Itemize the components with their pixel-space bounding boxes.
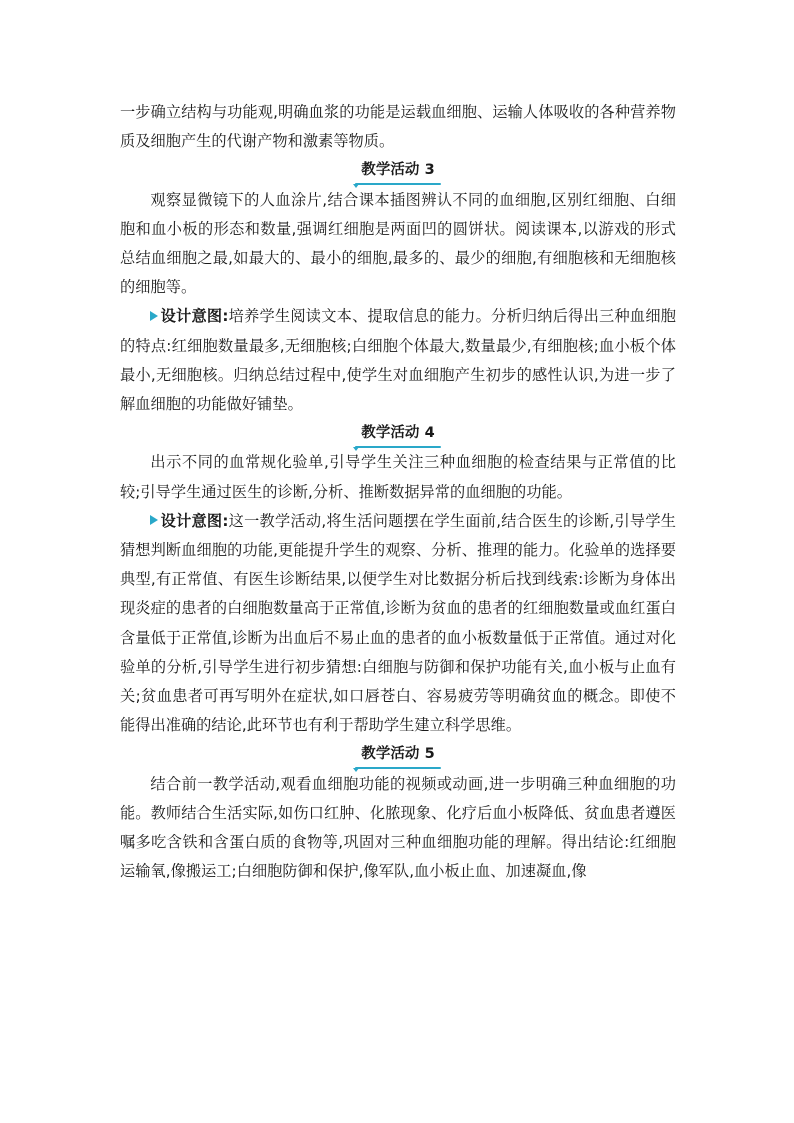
triangle-right-icon xyxy=(150,311,158,321)
design-intent-label: 设计意图: xyxy=(160,307,229,326)
design-intent-activity-3 xyxy=(120,302,676,419)
triangle-right-icon xyxy=(150,515,158,525)
paragraph-activity-4: 出示不同的血常规化验单,引导学生关注三种血细胞的检查结果与正常值的比较;引导学生通过医生的诊断,分析、推断数据异常的血细胞的功能。 xyxy=(120,453,676,501)
paragraph-intro-continuation: 一步确立结构与功能观,明确血浆的功能是运载血细胞、运输人体吸收的各种营养物质及细胞产生的代谢产物和激素等物质。 xyxy=(120,103,676,151)
heading-label: 教学活动 5 xyxy=(355,744,440,766)
heading-label: 教学活动 4 xyxy=(355,423,440,445)
design-intent-activity-4 xyxy=(120,507,676,741)
design-intent-text: 这一教学活动,将生活问题摆在学生面前,结合医生的诊断,引导学生猜想判断血细胞的功能,更能提升学生的观察、分析、推理的能力。化验单的选择要典型,有正常值、有医生诊断结果,以便学生对比数据分析后找到线索:诊断为身体出现炎症的患者的白细胞数量高于正常值,诊断为贫血的患者的红细胞数量或血红蛋白含量低于正常值,诊断为出血后不易止血的患者的血小板数量低于正常值。通过对化验单的分析,引导学生进行初步猜想:白细胞与防御和保护功能有关,血小板与止血有关;贫血患者可再写明外在症状,如口唇苍白、容易疲劳等明确贫血的概念。即使不能得出准确的结论,此环节也有利于帮助学生建立科学思维。 xyxy=(120,511,676,735)
paragraph-activity-3: 观察显微镜下的人血涂片,结合课本插图辨认不同的血细胞,区别红细胞、白细胞和血小板的形态和数量,强调红细胞是两面凹的圆饼状。阅读课本,以游戏的形式总结血细胞之最,如最大的、最小的细胞,最多的、最少的细胞,有细胞核和无细胞核的细胞等。 xyxy=(120,190,676,297)
heading-activity-5 xyxy=(120,740,676,769)
heading-activity-4 xyxy=(120,419,676,448)
design-intent-text: 培养学生阅读文本、提取信息的能力。分析归纳后得出三种血细胞的特点:红细胞数量最多,无细胞核;白细胞个体最大,数量最少,有细胞核;血小板个体最小,无细胞核。归纳总结过程中,使学生对血细胞产生初步的感性认识,为进一步了解血细胞的功能做好铺垫。 xyxy=(120,307,677,414)
design-intent-label: 设计意图: xyxy=(160,511,229,530)
heading-label: 教学活动 3 xyxy=(355,160,440,182)
document-body xyxy=(120,98,676,886)
paragraph-activity-5: 结合前一教学活动,观看血细胞功能的视频或动画,进一步明确三种血细胞的功能。教师结合生活实际,如伤口红肿、化脓现象、化疗后血小板降低、贫血患者遵医嘱多吃含铁和含蛋白质的食物等,巩固对三种血细胞功能的理解。得出结论:红细胞运输氧,像搬运工;白细胞防御和保护,像军队,血小板止血、加速凝血,像 xyxy=(120,774,676,881)
heading-activity-3 xyxy=(120,156,676,185)
